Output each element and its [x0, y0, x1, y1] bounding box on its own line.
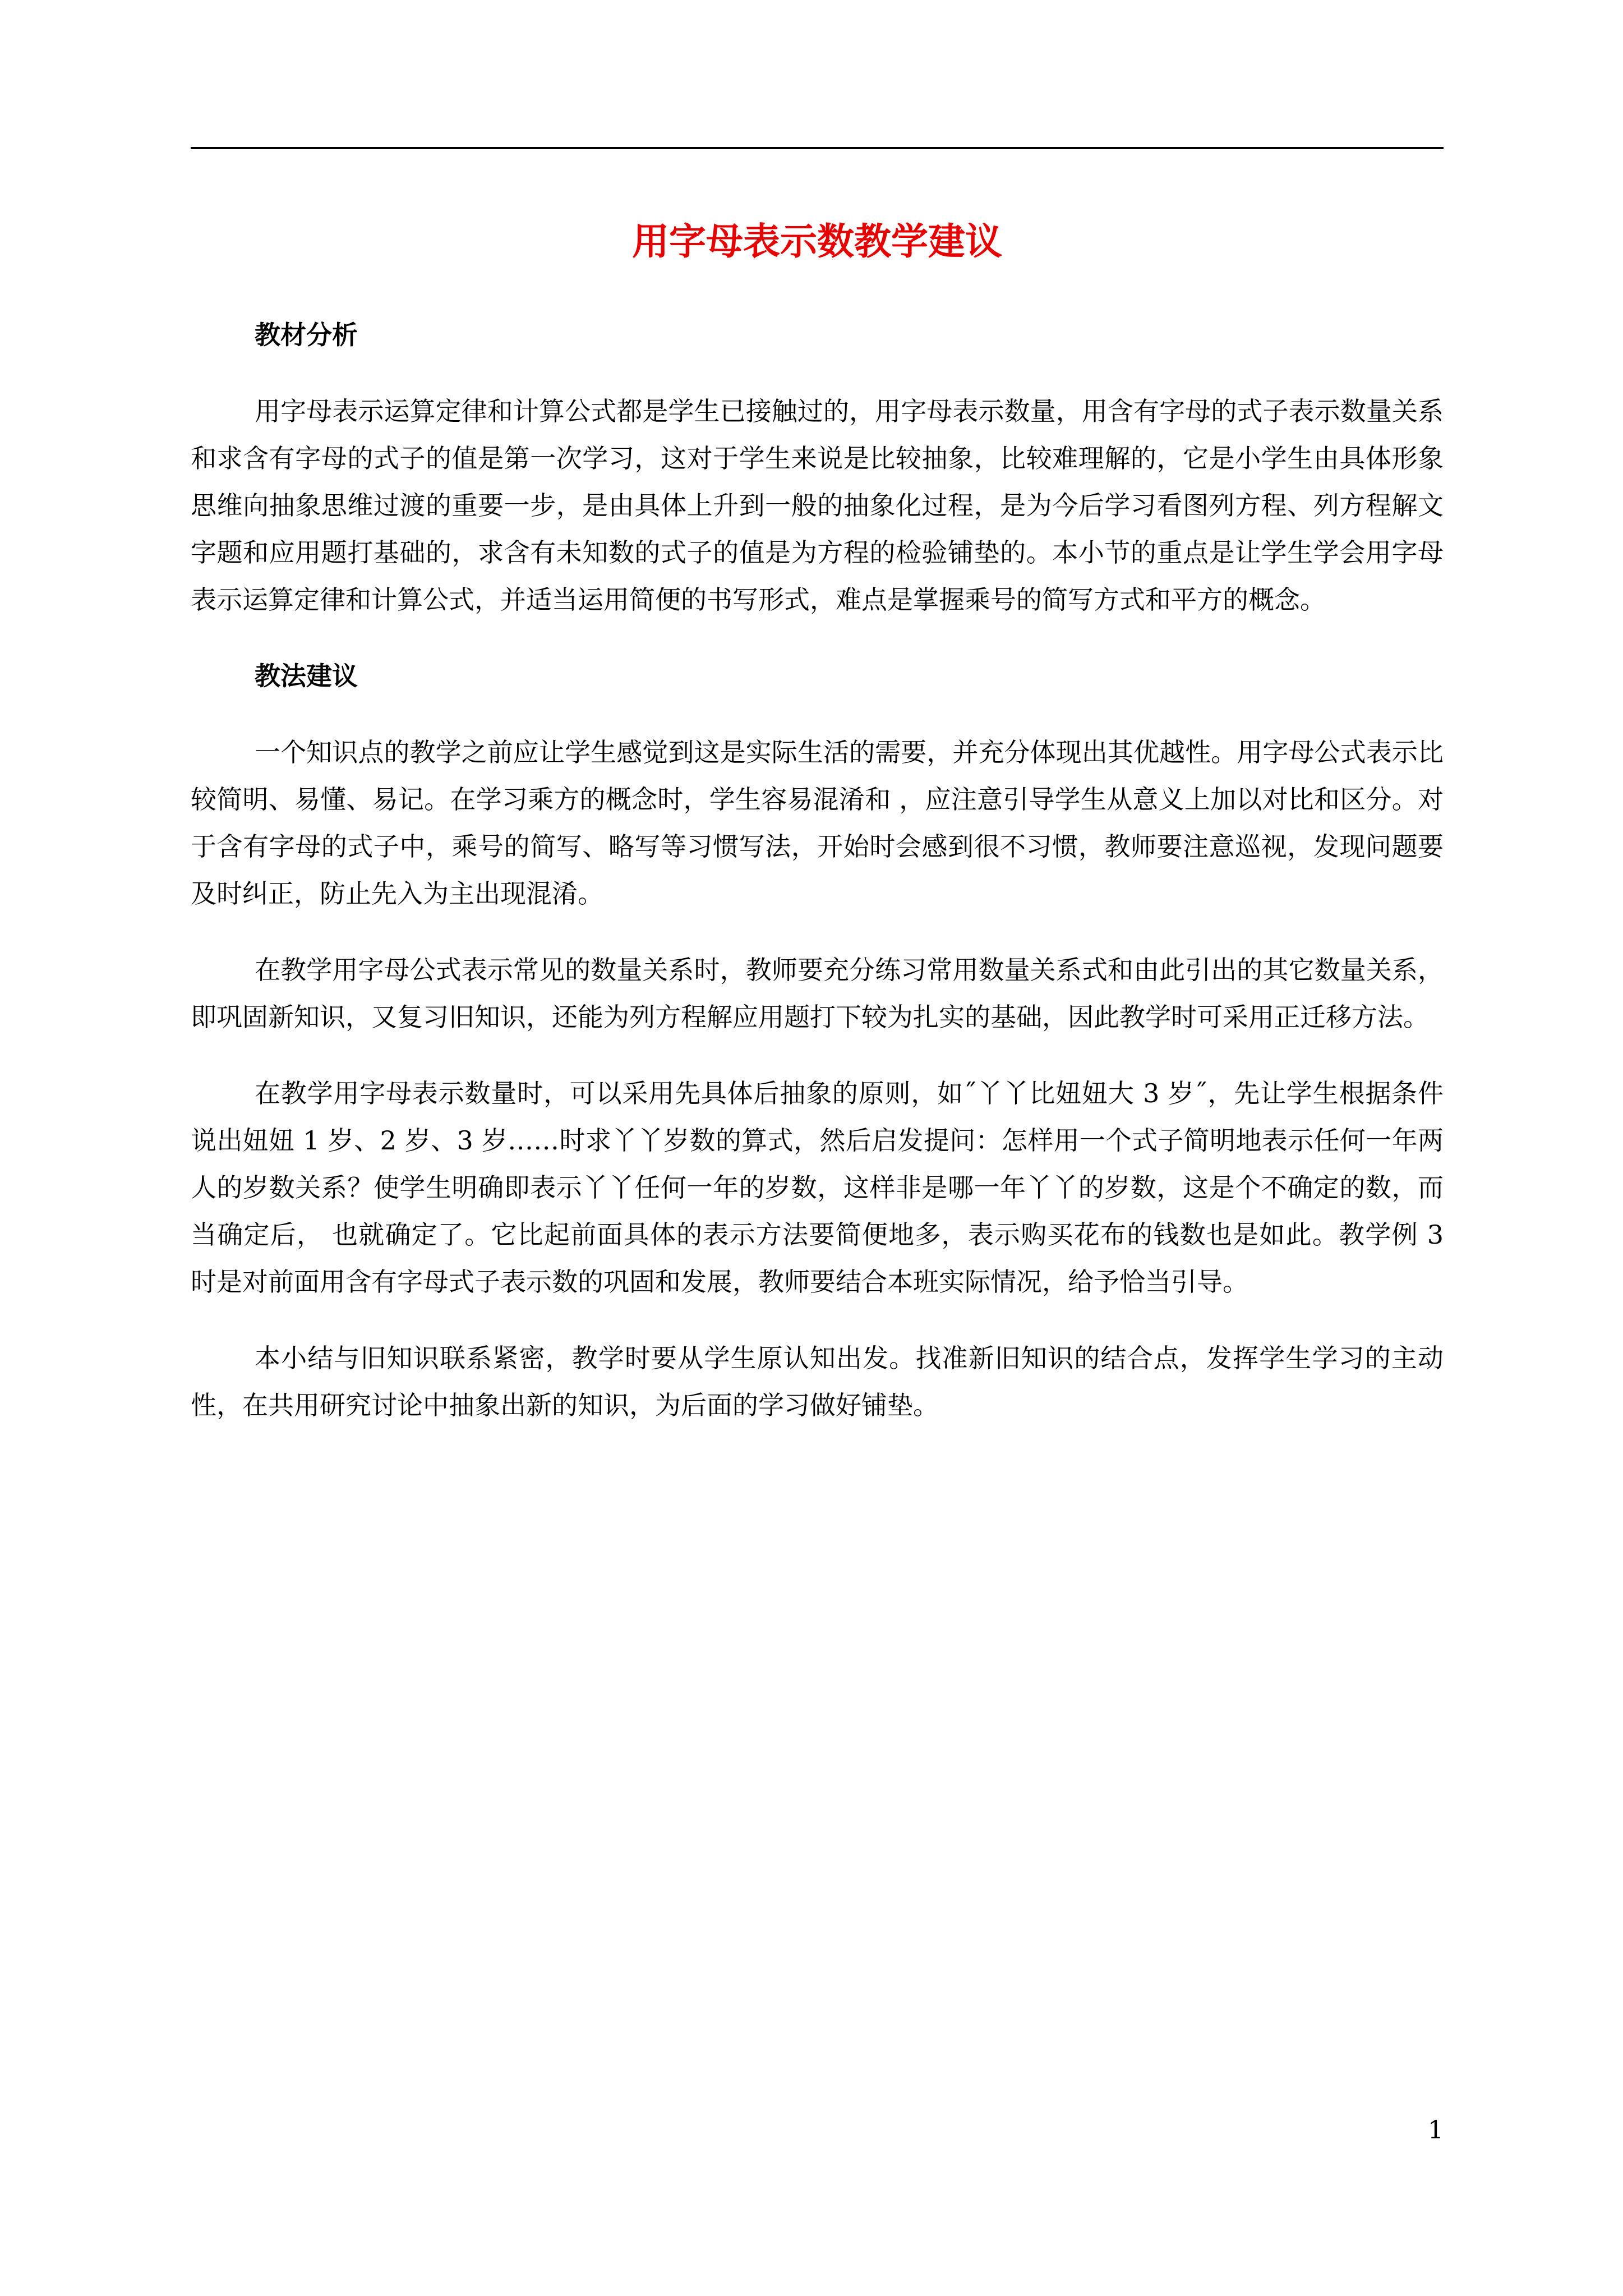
header-rule	[191, 147, 1444, 149]
paragraph: 本小结与旧知识联系紧密，教学时要从学生原认知出发。找准新旧知识的结合点，发挥学生学习的主动性，在共用研究讨论中抽象出新的知识，为后面的学习做好铺垫。	[191, 1343, 1444, 1420]
paragraph: 在教学用字母表示数量时，可以采用先具体后抽象的原则，如˝丫丫比妞妞大 3 岁˝，先让学生根据条件说出妞妞 1 岁、2 岁、3 岁……时求丫丫岁数的算式，然后启发提问：怎样用一个式子简明地表示任何一年两人的岁数关系？使学生明确即表示丫丫任何一年的岁数，这样非是哪一年丫丫的岁数，这是个不确定的数，而当确定后， 也就确定了。它比起前面具体的表示方法要简便地多，表示购买花布的钱数也是如此。教学例 3 时是对前面用含有字母式子表示数的巩固和发展，教师要结合本班实际情况，给予恰当引导。	[191, 1078, 1444, 1297]
paragraph: 在教学用字母公式表示常见的数量关系时，教师要充分练习常用数量关系式和由此引出的其它数量关系，即巩固新知识，又复习旧知识，还能为列方程解应用题打下较为扎实的基础，因此教学时可采用正迁移方法。	[191, 955, 1444, 1032]
section-heading-teaching-suggestions: 教法建议	[255, 661, 358, 691]
section-heading-material-analysis: 教材分析	[255, 320, 358, 350]
page-number: 1	[1428, 2116, 1444, 2145]
paragraph: 一个知识点的教学之前应让学生感觉到这是实际生活的需要，并充分体现出其优越性。用字母公式表示比较简明、易懂、易记。在学习乘方的概念时，学生容易混淆和 ，应注意引导学生从意义上加以对比和区分。对于含有字母的式子中，乘号的简写、略写等习惯写法，开始时会感到很不习惯，教师要注意巡视，发现问题要及时纠正，防止先入为主出现混淆。	[191, 737, 1444, 909]
paragraph: 用字母表示运算定律和计算公式都是学生已接触过的，用字母表示数量，用含有字母的式子表示数量关系和求含有字母的式子的值是第一次学习，这对于学生来说是比较抽象，比较难理解的，它是小学生由具体形象思维向抽象思维过渡的重要一步，是由具体上升到一般的抽象化过程，是为今后学习看图列方程、列方程解文字题和应用题打基础的，求含有未知数的式子的值是为方程的检验铺垫的。本小节的重点是让学生学会用字母表示运算定律和计算公式，并适当运用简便的书写形式，难点是掌握乘号的简写方式和平方的概念。	[191, 396, 1444, 615]
document-title: 用字母表示数教学建议	[632, 219, 1002, 263]
document-body	[191, 311, 1444, 1458]
